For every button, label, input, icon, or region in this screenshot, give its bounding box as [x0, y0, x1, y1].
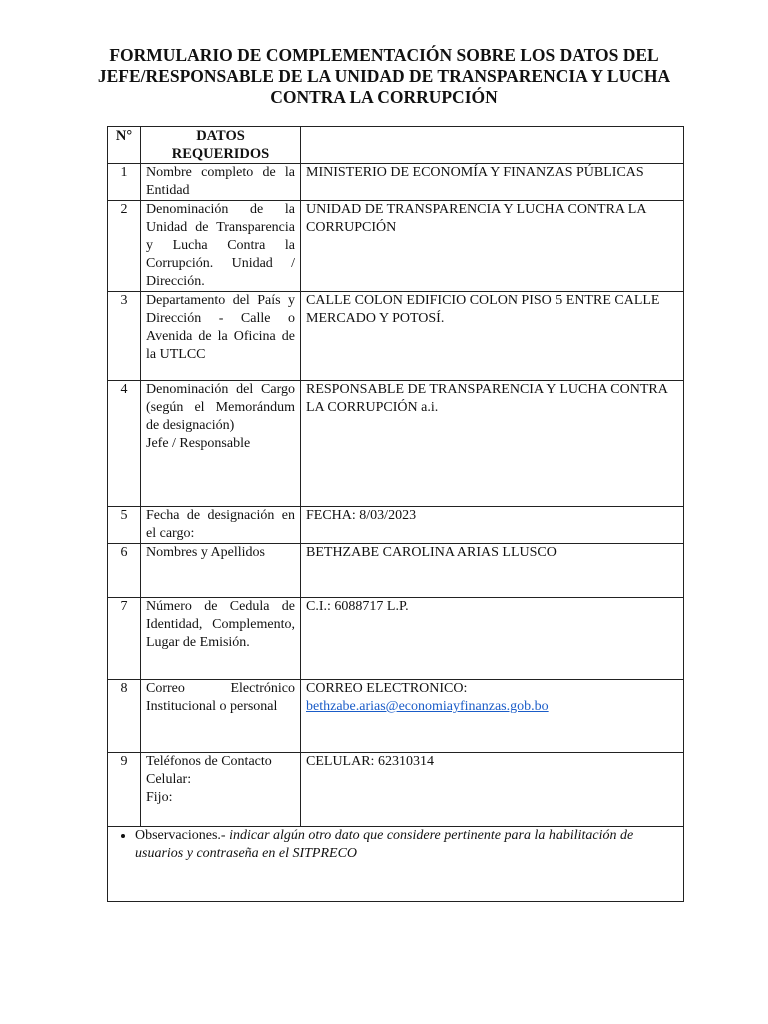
row-value: BETHZABE CAROLINA ARIAS LLUSCO	[301, 544, 684, 598]
row-label-sub: Celular:	[146, 772, 192, 787]
observations-list	[113, 827, 678, 863]
table-row	[108, 381, 684, 507]
row-number: 5	[108, 507, 141, 544]
observations-label: Observaciones.-	[135, 828, 226, 843]
row-value: CELULAR: 62310314	[301, 753, 684, 827]
row-number: 6	[108, 544, 141, 598]
table-row	[108, 164, 684, 201]
table-row	[108, 680, 684, 753]
row-label: Fecha de designación en el cargo:	[141, 507, 301, 544]
row-value: RESPONSABLE DE TRANSPARENCIA Y LUCHA CONTRA LA CORRUPCIÓN a.i.	[301, 381, 684, 507]
table-row	[108, 753, 684, 827]
row-value: FECHA: 8/03/2023	[301, 507, 684, 544]
email-caption: CORREO ELECTRONICO:	[306, 681, 468, 696]
row-label	[141, 381, 301, 507]
row-value	[301, 680, 684, 753]
observations-text: indicar algún otro dato que considere pertinente para la habilitación de usuarios y contraseña en el SITPRECO	[135, 828, 634, 861]
observations-row	[108, 827, 684, 902]
row-value: C.I.: 6088717 L.P.	[301, 598, 684, 680]
row-label	[141, 753, 301, 827]
row-number: 1	[108, 164, 141, 201]
row-number: 3	[108, 292, 141, 381]
table-row	[108, 201, 684, 292]
row-label-sub: Jefe / Responsable	[146, 436, 251, 451]
table-row	[108, 292, 684, 381]
row-label: Número de Cedula de Identidad, Complemento, Lugar de Emisión.	[141, 598, 301, 680]
row-label-main: Teléfonos de Contacto	[146, 754, 272, 769]
email-link[interactable]: bethzabe.arias@economiayfinanzas.gob.bo	[306, 699, 549, 714]
header-value	[301, 127, 684, 164]
row-label: Nombre completo de la Entidad	[141, 164, 301, 201]
row-value: UNIDAD DE TRANSPARENCIA Y LUCHA CONTRA LA CORRUPCIÓN	[301, 201, 684, 292]
table-row	[108, 544, 684, 598]
row-number: 4	[108, 381, 141, 507]
table-row	[108, 507, 684, 544]
row-label: Correo Electrónico Institucional o personal	[141, 680, 301, 753]
row-number: 8	[108, 680, 141, 753]
row-label: Nombres y Apellidos	[141, 544, 301, 598]
observations-cell	[108, 827, 684, 902]
row-label: Departamento del País y Dirección - Calle o Avenida de la Oficina de la UTLCC	[141, 292, 301, 381]
row-number: 2	[108, 201, 141, 292]
form-title: FORMULARIO DE COMPLEMENTACIÓN SOBRE LOS DATOS DEL JEFE/RESPONSABLE DE LA UNIDAD DE TRANSPARENCIA Y LUCHA CONTRA LA CORRUPCIÓN	[97, 45, 671, 107]
row-label: Denominación de la Unidad de Transparencia y Lucha Contra la Corrupción. Unidad / Dirección.	[141, 201, 301, 292]
header-number: N°	[108, 127, 141, 164]
row-label-main: Denominación del Cargo (según el Memorándum de designación)	[146, 382, 295, 433]
observations-item	[135, 827, 678, 863]
row-value: CALLE COLON EDIFICIO COLON PISO 5 ENTRE CALLE MERCADO Y POTOSÍ.	[301, 292, 684, 381]
data-table	[107, 126, 684, 902]
row-number: 9	[108, 753, 141, 827]
table-row	[108, 598, 684, 680]
header-required-data: DATOS REQUERIDOS	[141, 127, 301, 164]
row-label-sub: Fijo:	[146, 790, 173, 805]
row-number: 7	[108, 598, 141, 680]
table-header	[108, 127, 684, 164]
row-value: MINISTERIO DE ECONOMÍA Y FINANZAS PÚBLICAS	[301, 164, 684, 201]
